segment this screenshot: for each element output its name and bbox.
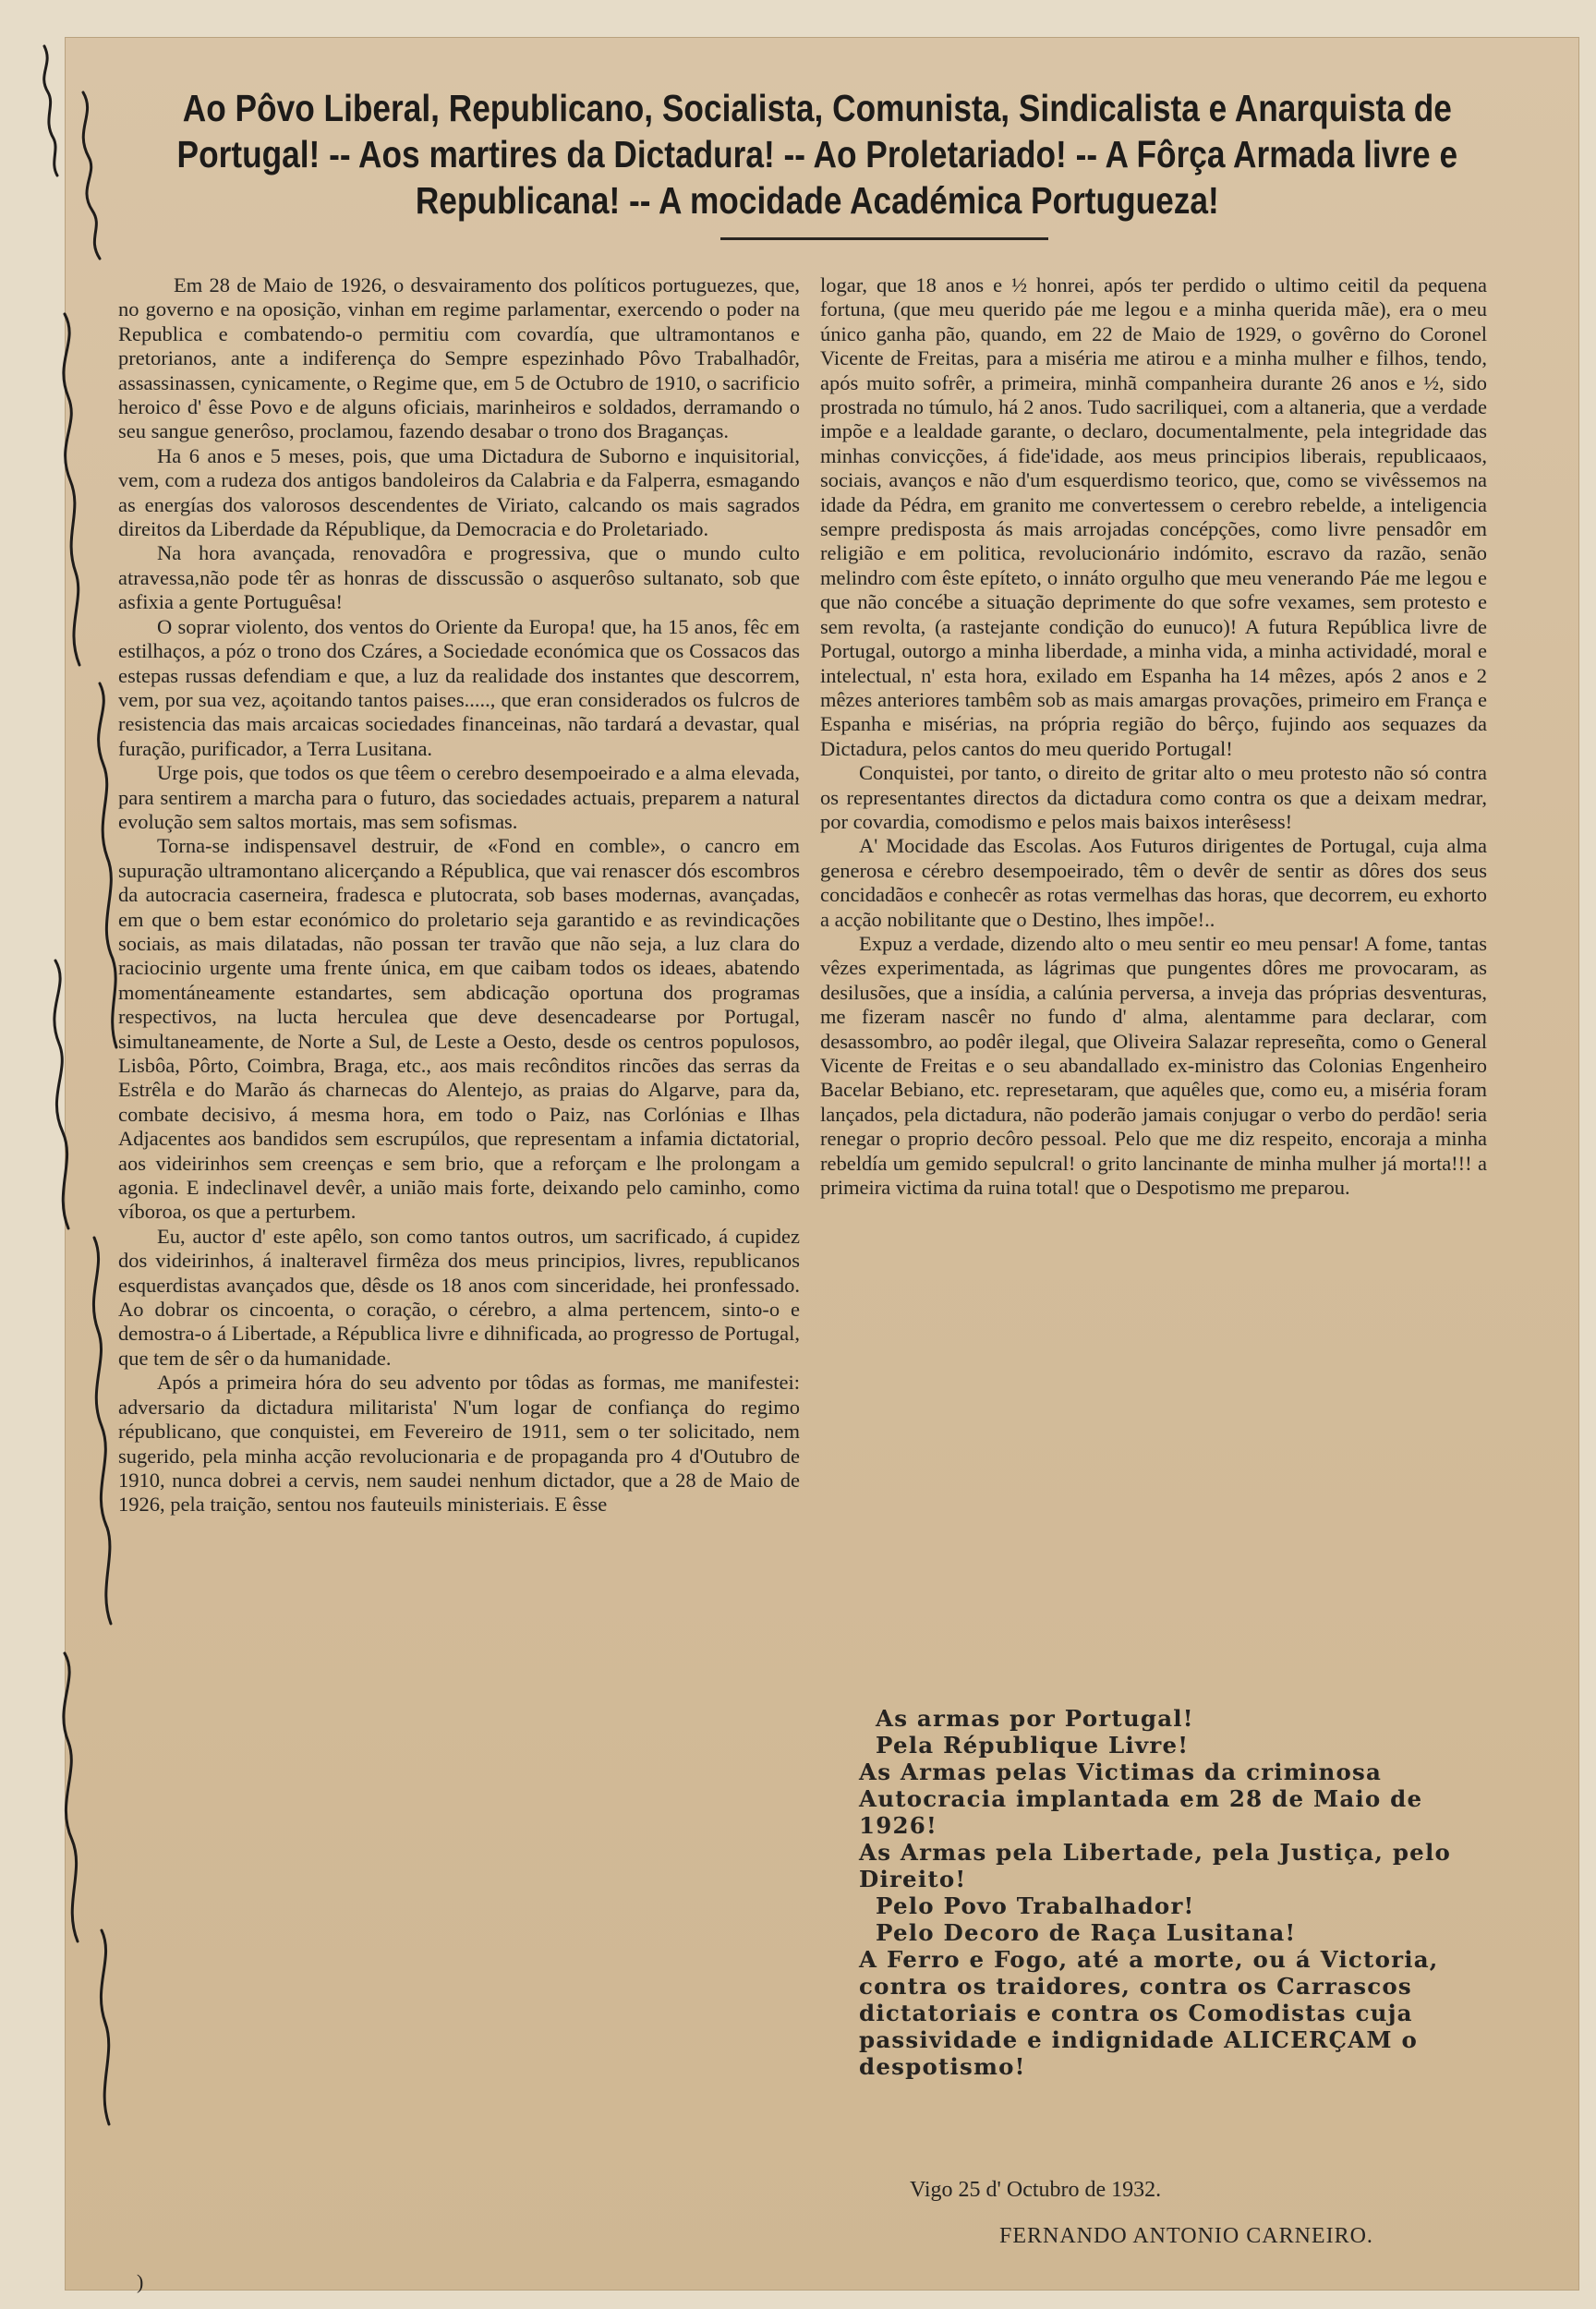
paragraph: Em 28 de Maio de 1926, o desvairamento dos políticos portuguezes, que, no governo e na oposição, vinhan em regime parlamentar, exercendo o poder na Republica e combatendo-o permitiu com covardía, que ultramontanos e pretorianos, ante a indiferença do Sempre espezinhado Pôvo Trabalhadôr, assassinassen, cynicamente, o Regime que, em 5 de Octubro de 1910, o sacrificio heroico d' êsse Povo e de alguns oficiais, marinheiros e soldados, derramando o seu sangue generôso, proclamou, fazendo desabar o trono dos Braganças. <box>118 273 800 443</box>
slogan: A Ferro e Fogo, até a morte, ou á Victoria, contra os traidores, contra os Carrascos dictatoriais e contra os Comodistas cuja passividade e indignidade ALICERÇAM o despotismo! <box>859 1946 1439 2080</box>
slogan: As Armas pela Libertade, pela Justiça, pelo Direito! <box>859 1839 1451 1892</box>
stray-mark: ) <box>137 2270 144 2293</box>
dateline: Vigo 25 d' Octubro de 1932. <box>910 2178 1162 2202</box>
handwritten-margin-note <box>28 37 129 2217</box>
paragraph: A' Mocidade das Escolas. Aos Futuros dirigentes de Portugal, cuja alma generosa e cérebro desempoeirado, têm o devêr de sentir as dôres dos seus concidadãos e conhecêr as rotas vermelhas das horas, que decorrem, eu exhorto a acção nobilitante que o Destino, lhes impõe!.. <box>820 834 1487 931</box>
right-column <box>820 273 1487 1200</box>
slogan: As Armas pelas Victimas da criminosa Autocracia implantada em 28 de Maio de 1926! <box>859 1759 1423 1839</box>
slogan: Pelo Decoro de Raça Lusitana! <box>876 1919 1297 1946</box>
title-rule <box>720 237 1048 240</box>
paragraph: Na hora avançada, renovadôra e progressiva, que o mundo culto atravessa,não pode têr as honras de disscussão o asquerôso sultanato, sob que asfixia a gente Portuguêsa! <box>118 541 800 614</box>
paragraph: Conquistei, por tanto, o direito de gritar alto o meu protesto não só contra os representantes directos da dictadura como contra os que a deixam medrar, por covardia, comodismo e pelos mais baixos interêsess! <box>820 761 1487 833</box>
headline: Ao Pôvo Liberal, Republicano, Socialista, Comunista, Sindicalista e Anarquista de Portugal! -- Aos martires da Dictadura! -- Ao Proletariado! -- A Fôrça Armada livre e Republicana! -- A mocidade Académica Portugueza! <box>176 87 1458 222</box>
author-signature: FERNANDO ANTONIO CARNEIRO. <box>999 2224 1373 2248</box>
paragraph: Eu, auctor d' este apêlo, son como tantos outros, um sacrificado, á cupidez dos videirinhos, á inalteravel firmêza dos meus principios, livres, republicanos esquerdistas avançados que, dêsde os 18 anos com sinceridade, hei pronfessado. Ao dobrar os cincoenta, o coração, o cérebro, a alma pertencem, sinto-o e demostra-o á Libertade, a Républica livre e dihnificada, ao progresso de Portugal, que tem de sêr o da humanidade. <box>118 1224 800 1370</box>
slogan: As armas por Portugal! <box>876 1705 1194 1732</box>
paragraph: logar, que 18 anos e ½ honrei, após ter perdido o ultimo ceitil da pequena fortuna, (que meu querido páe me legou e a minha querida mãe), era o meu único ganha pão, quando, em 22 de Maio de 1929, o govêrno do Coronel Vicente de Freitas, para a miséria me atirou e a minha mulher e filhos, tendo, após muito sofrêr, a primeira, minhã companheira durante 26 anos e ½, sido prostrada no túmulo, há 2 anos. Tudo sacriliquei, com a altaneria, que a verdade impõe e a lealdade garante, o declaro, documentalmente, pela integridade das minhas convicções, á fide'idade, aos meus principios liberais, republicaaos, sociais, avanços e não d'um esquerdismo teorico, que, como se vivêssemos na idade da Pédra, em granito me convertessem o cerebro rebelde, a inteligencia sempre predisposta ás mais arrojadas concépções, como livre pensadôr em religião e em politica, revolucionário indómito, escravo da razão, senão melindro com êste epíteto, o innáto orgulho que meu venerando Páe me legou e que não concébe a situação deprimente do que sofre vexames, sem protesto e sem revolta, (a rastejante condição do eunuco)! A futura República livre de Portugal, outorgo a minha liberdade, a minha vida, a minha actividadé, moral e intelectual, n' esta hora, exilado em Espanha ha 14 mêzes, após 2 anos e 2 mêzes anteriores tambêm sob as mais amargas provações, primeiro em França e Espanha e misérias, na própria região do bêrço, fujindo aos sequazes da Dictadura, pelos cantos do meu querido Portugal! <box>820 273 1487 760</box>
paragraph: O soprar violento, dos ventos do Oriente da Europa! que, ha 15 anos, fêc em estilhaços, a póz o trono dos Czáres, a Sociedade económica que os Cossacos das estepas russas defendiam e que, a luz da realidade dos instantes que descorrem, vem, por sua vez, açoitando tantos paises....., que eran considerados os fulcros de resistencia das mais arcaicas sociedades financeinas, não tardará a devastar, qual furação, purificador, a Terra Lusitana. <box>118 614 800 760</box>
paragraph: Expuz a verdade, dizendo alto o meu sentir eo meu pensar! A fome, tantas vêzes experimentada, as lágrimas que pungentes dôres me provocaram, as desilusões, que a insídia, a calúnia perversa, a inveja das próprias desventuras, me fizeram nascêr no fundo d' alma, alentamme para declarar, com desassombro, ao podêr ilegal, que Oliveira Salazar represeñta, como o General Vicente de Freitas e o seu abandallado ex-ministro das Colonias Engenheiro Bacelar Bebiano, etc. represetaram, que aquêles que, como eu, a miséria foram lançados, pela dictadura, não poderão jamais conjugar o verbo do perdão! seria renegar o proprio decôro pessoal. Pelo que me diz respeito, encoraja a minha rebeldía um gemido sepulcral! o grito lancinante de minha mulher já morta!!! a primeira victima da ruina total! que o Despotismo me preparou. <box>820 931 1487 1200</box>
paragraph: Urge pois, que todos os que têem o cerebro desempoeirado e a alma elevada, para sentirem a marcha para o futuro, das sociedades actuais, preparem a natural evolução sem saltos mortais, mas sem sofismas. <box>118 761 800 833</box>
slogan: Pelo Povo Trabalhador! <box>876 1892 1195 1919</box>
paragraph: Torna-se indispensavel destruir, de «Fond en comble», o cancro em supuração ultramontano alicerçando a Républica, que vai renascer dós escombros da autocracia caserneira, fradesca e plutocrata, sob bases modernas, avançadas, em que o bem estar económico do proletario seja garantido e as revindicações sociais, as mais dilatadas, não possan ter travão que não seja, a luz clara do raciocinio urgente uma frente única, em que caibam todos os ideaes, abatendo momentáneamente estandartes, sem abdicação oportuna dos programas respectivos, na lucta herculea que deve desencadearse por Portugal, simultaneamente, de Norte a Sul, de Leste a Oesto, desde os centros populosos, Lisbôa, Pôrto, Coimbra, Braga, etc., aos mais recônditos rincões das serras da Estrêla e do Marão ás charnecas do Alentejo, as praias do Algarve, para da, combate decisivo, á mesma hora, em todo o Paiz, nas Corlónias e Ilhas Adjacentes aos bandidos sem escrupúlos, que representam a infamia dictatorial, aos videirinhos sem creenças e sem brio, que a reforçam e lhe prolongam a agonia. E indeclinavel devêr, a união mais forte, deixando pelo caminho, como víboroa, os que a perturbem. <box>118 834 800 1224</box>
slogan-block <box>859 1705 1487 2080</box>
paragraph: Ha 6 anos e 5 meses, pois, que uma Dictadura de Suborno e inquisitorial, vem, com a rudeza dos antigos bandoleiros da Calabria e da Falperra, esmagando as energías dos valorosos descendentes de Viriato, calcando os mais sagrados direitos da Liberdade da République, da Democracia e do Proletariado. <box>118 443 800 541</box>
slogan: Pela République Livre! <box>876 1732 1190 1759</box>
left-column <box>118 273 800 1517</box>
paragraph: Após a primeira hóra do seu advento por tôdas as formas, me manifestei: adversario da dictadura militarista' N'um logar de confiança do regimo républicano, que conquistei, em Fevereiro de 1911, sem o ter solicitado, nem sugerido, pela minha acção revolucionaria e de propaganda pro 4 d'Outubro de 1910, nunca dobrei a cervis, nem saudei nenhum dictador, que a 28 de Maio de 1926, pela traição, sentou nos fauteuils ministeriais. E êsse <box>118 1371 800 1517</box>
